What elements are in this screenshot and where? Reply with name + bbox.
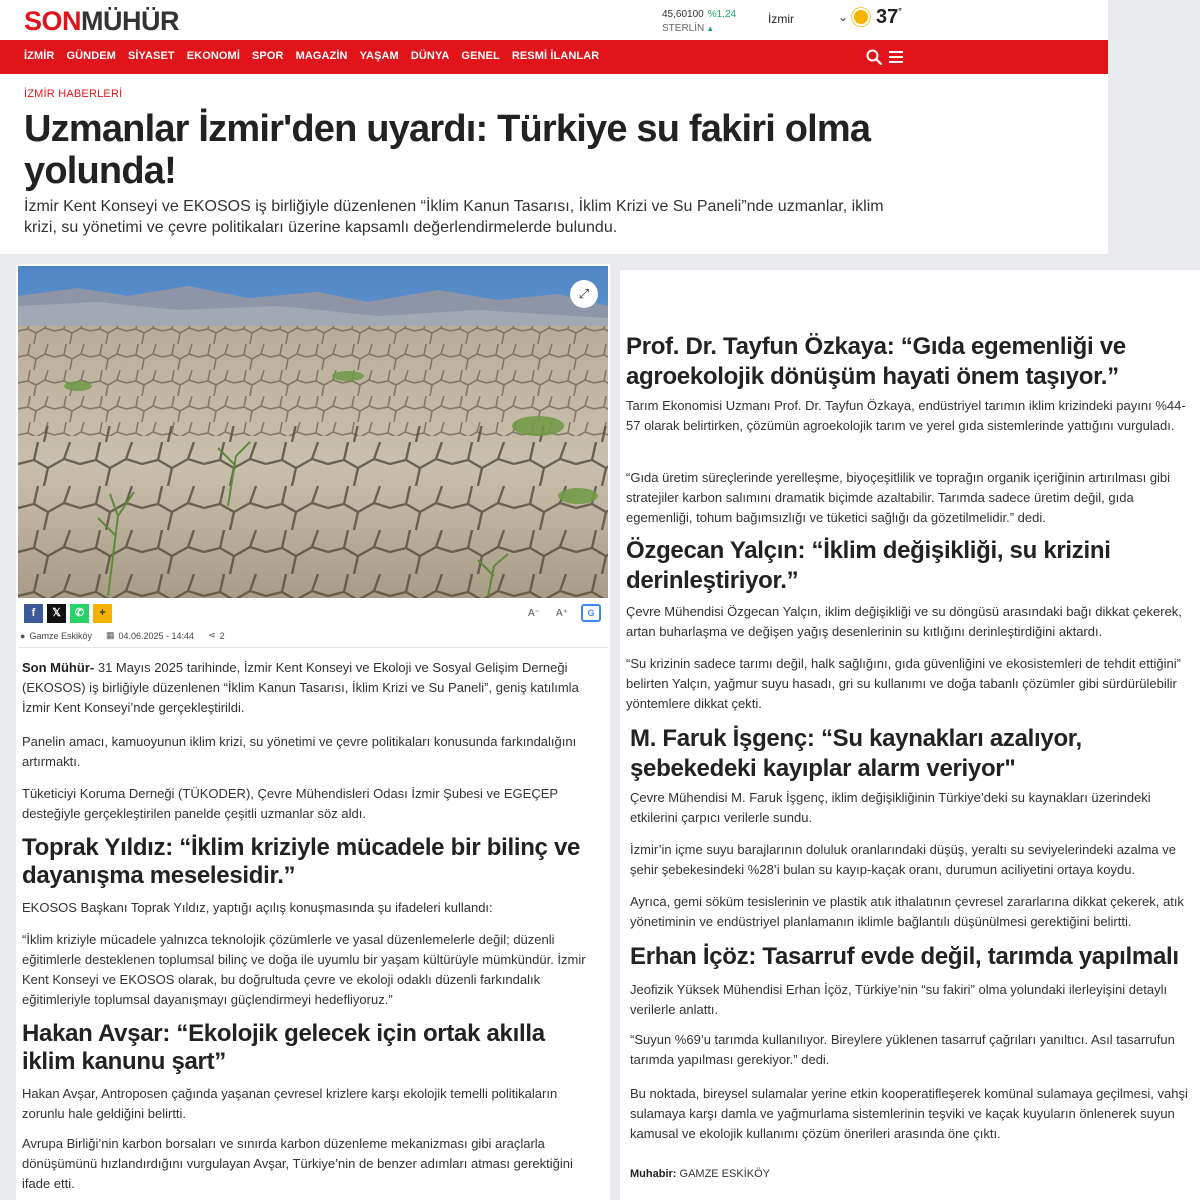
nav-item-resmi-ilanlar[interactable]: RESMİ İLANLAR xyxy=(511,50,600,62)
paragraph-text: 31 Mayıs 2025 tarihinde, İzmir Kent Konseyi ve Ekoloji ve Sosyal Gelişim Derneği (EKOSOS) iş birliğiyle düzenlenen “İklim Kanun Tasarısı, İklim Krizi ve Su Paneli”, geniş katılımla İzmir Kent Konseyi’nde gerçekleştirildi. xyxy=(22,660,579,715)
nav-item-dunya[interactable]: DÜNYA xyxy=(410,50,450,62)
article-paragraph: İzmir’in içme suyu barajlarının doluluk oranlarındaki düşüş, yeraltı su seviyelerindeki azalma ve şehir şebekesindeki %28’i bulan su kayıp-kaçak oranı, durumun aciliyetini ortaya koydu. xyxy=(630,842,1177,877)
article-paragraph: “Su krizinin sadece tarımı değil, halk sağlığını, gıda güvenliğini ve ekosistemleri de tehdit ettiğini” belirten Yalçın, yağmur suyu hasadı, gri su kullanımı ve doğa tabanlı çözümler gibi sürdürülebilir yöntemlere dikkat çekti. xyxy=(626,656,1181,711)
publish-date: 04.06.2025 - 14:44 xyxy=(118,630,195,641)
section-heading: Erhan İçöz: Tasarruf evde değil, tarımda yapılmalı xyxy=(630,943,1179,970)
site-logo[interactable] xyxy=(24,6,179,37)
article-right-column xyxy=(620,270,1200,1200)
nav-list xyxy=(24,50,611,62)
share-count: 2 xyxy=(219,630,225,641)
temperature-unit: ° xyxy=(898,6,902,16)
lead-source: Son Mühür- xyxy=(22,660,95,675)
share-bar xyxy=(24,604,116,623)
expand-icon[interactable]: ⤢ xyxy=(570,280,598,308)
logo-muhur: MÜHÜR xyxy=(81,6,180,36)
nav-item-siyaset[interactable]: SİYASET xyxy=(127,50,175,62)
chevron-down-icon[interactable]: ⌄ xyxy=(838,10,849,24)
x-icon[interactable]: 𝕏 xyxy=(47,604,66,623)
nav-item-izmir[interactable]: İZMİR xyxy=(24,50,55,62)
section-heading: Prof. Dr. Tayfun Özkaya: “Gıda egemenliği ve agroekolojik dönüşüm hayati önem taşıyor.” xyxy=(626,333,1126,390)
article-meta xyxy=(20,630,239,641)
menu-icon[interactable] xyxy=(889,51,903,63)
article-paragraph: Avrupa Birliği’nin karbon borsaları ve sınırda karbon düzenleme mekanizması gibi araçlarla dönüşümünü hızlandırdığını vurgulayan Avşar, Türkiye’nin de benzer adımları atması gerektiğini ifade etti. xyxy=(22,1136,573,1191)
article-left-column xyxy=(16,264,610,1200)
reporter-name[interactable]: GAMZE ESKİKÖY xyxy=(679,1168,770,1180)
article-paragraph: “İklim kriziyle mücadele yalnızca teknolojik çözümlerle ve yasal düzenlemelerle değil; düzenli eğitimlerle desteklenen toplumsal bilinç ve doğa ile uyumlu bir yaşam kültürüyle mümkündür. İzmir Kent Konseyi ve EKOSOS olarak, bu doğrultuda çevre ve ekoloji odaklı düzenli farkındalık eğitimleriyle toplumsal dayanışmayı güçlendirmeyi hedefliyoruz.” xyxy=(22,932,586,1007)
drought-landscape-image xyxy=(18,266,608,598)
sun-icon xyxy=(854,10,868,24)
nav-item-genel[interactable]: GENEL xyxy=(461,50,500,62)
article-paragraph: Panelin amacı, kamuoyunun iklim krizi, su yönetimi ve çevre politikaları konusunda farkındalığını artırmaktı. xyxy=(22,734,577,769)
share-icon[interactable]: ⋖ xyxy=(208,630,216,640)
font-decrease-button[interactable]: A⁻ xyxy=(528,608,540,619)
nav-item-yasam[interactable]: YAŞAM xyxy=(359,50,399,62)
google-news-icon[interactable]: G xyxy=(581,604,601,622)
nav-item-magazin[interactable]: MAGAZİN xyxy=(295,50,348,62)
article-paragraph: Tarım Ekonomisi Uzmanı Prof. Dr. Tayfun Özkaya, endüstriyel tarımın iklim krizindeki payını %44-57 olarak belirtirken, çözümün agroekolojik tarım ve yerel gıda sistemlerinde yattığını vurguladı. xyxy=(626,398,1186,433)
article-paragraph: Tüketiciyi Koruma Derneği (TÜKODER), Çevre Mühendisleri Odası İzmir Şubesi ve EGEÇEP desteğiyle gerçekleştirilen panelde çeşitli uzmanlar söz aldı. xyxy=(22,786,558,821)
article-category[interactable]: İZMİR HABERLERİ xyxy=(24,88,123,100)
article-paragraph: “Suyun %69’u tarımda kullanılıyor. Bireylere yüklenen tasarruf çağrıları yanıltıcı. Asıl tasarrufun tarımda yapılması gerekiyor.” dedi. xyxy=(630,1032,1175,1067)
article-photo[interactable] xyxy=(18,266,608,598)
nav-item-spor[interactable]: SPOR xyxy=(251,50,284,62)
plus-icon[interactable]: + xyxy=(93,604,112,623)
article-paragraph: Hakan Avşar, Antroposen çağında yaşanan çevresel krizlere karşı ekolojik temelli politikaların zorunlu hale geldiğini belirtti. xyxy=(22,1086,558,1121)
article-paragraph xyxy=(22,658,598,718)
article-paragraph: Ayrıca, gemi söküm tesislerinin ve plastik atık ithalatının çevresel zararlarına dikkat çekerek, atık yönetiminin ve endüstriyel planlamanın iklimle bağlantılı düşünülmesi gerektiğini belirtti. xyxy=(630,894,1184,929)
divider xyxy=(18,647,608,648)
reporter-label: Muhabir: xyxy=(630,1168,677,1180)
currency-value: 45,60100 xyxy=(662,9,704,20)
city-select[interactable]: İzmir xyxy=(768,12,794,26)
article-paragraph: EKOSOS Başkanı Toprak Yıldız, yaptığı açılış konuşmasında şu ifadeleri kullandı: xyxy=(22,900,493,915)
logo-son: SON xyxy=(24,6,82,36)
section-heading: Özgecan Yalçın: “İklim değişikliği, su krizini derinleştiriyor.” xyxy=(626,537,1111,594)
article-paragraph: Jeofizik Yüksek Mühendisi Erhan İçöz, Türkiye’nin “su fakiri” olma yolundaki ilerleyişini detaylı verilerle anlattı. xyxy=(630,982,1168,1017)
main-nav xyxy=(0,40,1108,74)
temperature-value: 37 xyxy=(876,6,899,28)
temperature xyxy=(876,6,902,29)
author-name[interactable]: Gamze Eskiköy xyxy=(29,630,92,641)
article-paragraph: Çevre Mühendisi Özgecan Yalçın, iklim değişikliği ve su döngüsü arasındaki bağı dikkat çekerek, artan buharlaşma ve değişen yağış desenlerinin su kıtlığını derinleştirdiğini aktardı. xyxy=(626,604,1182,639)
article-paragraph: Bu noktada, bireysel sulamalar yerine etkin kooperatifleşerek komünal sulamaya geçilmesi, vahşi sulamaya karşı damla ve yağmurlama sistemlerinin teşviki ve kaçak kuyuların önlenerek suyun kamusal ve ekolojik kullanımı çözüm önerileri arasında öne çıktı. xyxy=(630,1086,1188,1141)
nav-item-gundem[interactable]: GÜNDEM xyxy=(66,50,116,62)
article-title: Uzmanlar İzmir'den uyardı: Türkiye su fakiri olma yolunda! xyxy=(24,108,871,192)
user-icon: ● xyxy=(20,630,26,641)
top-bar xyxy=(0,0,1108,40)
facebook-icon[interactable]: f xyxy=(24,604,43,623)
trend-up-icon: ▲ xyxy=(706,24,715,33)
article-summary: İzmir Kent Konseyi ve EKOSOS iş birliğiyle düzenlenen “İklim Kanun Tasarısı, İklim Krizi ve Su Paneli”nde uzmanlar, iklim krizi, su yönetimi ve çevre politikaları üzerine kapsamlı değerlendirmelerde bulundu. xyxy=(24,198,884,236)
section-heading: Toprak Yıldız: “İklim kriziyle mücadele bir bilinç ve dayanışma meselesidir.” xyxy=(22,834,581,889)
currency-change: %1.24 xyxy=(707,9,737,20)
section-heading: Hakan Avşar: “Ekolojik gelecek için ortak akılla iklim kanunu şart” xyxy=(22,1020,545,1075)
font-increase-button[interactable]: A⁺ xyxy=(556,608,568,619)
currency-name: STERLİN xyxy=(662,23,705,34)
section-heading: M. Faruk İşgenç: “Su kaynakları azalıyor, şebekedeki kayıplar alarm veriyor" xyxy=(630,725,1082,782)
nav-item-ekonomi[interactable]: EKONOMİ xyxy=(186,50,240,62)
whatsapp-icon[interactable]: ✆ xyxy=(70,604,89,623)
article-header xyxy=(0,74,1108,254)
article-paragraph: “Gıda üretim süreçlerinde yerelleşme, biyoçeşitlilik ve toprağın organik içeriğinin artırılması gibi stratejiler karbon salımını dramatik biçimde azaltabilir. Tarımda sadece üretim değil, gıda egemenliği, tohum bağımsızlığı ve tüketici sağlığı da gözetilmelidir.” dedi. xyxy=(626,470,1171,525)
currency-widget[interactable] xyxy=(662,8,736,36)
calendar-icon: ▦ xyxy=(105,630,115,640)
search-icon[interactable] xyxy=(866,49,882,65)
article-paragraph: Çevre Mühendisi M. Faruk İşgenç, iklim değişikliğinin Türkiye’deki su kaynakları üzerindeki etkilerini çarpıcı verilerle sundu. xyxy=(630,790,1151,825)
reporter-credit xyxy=(630,1168,770,1180)
